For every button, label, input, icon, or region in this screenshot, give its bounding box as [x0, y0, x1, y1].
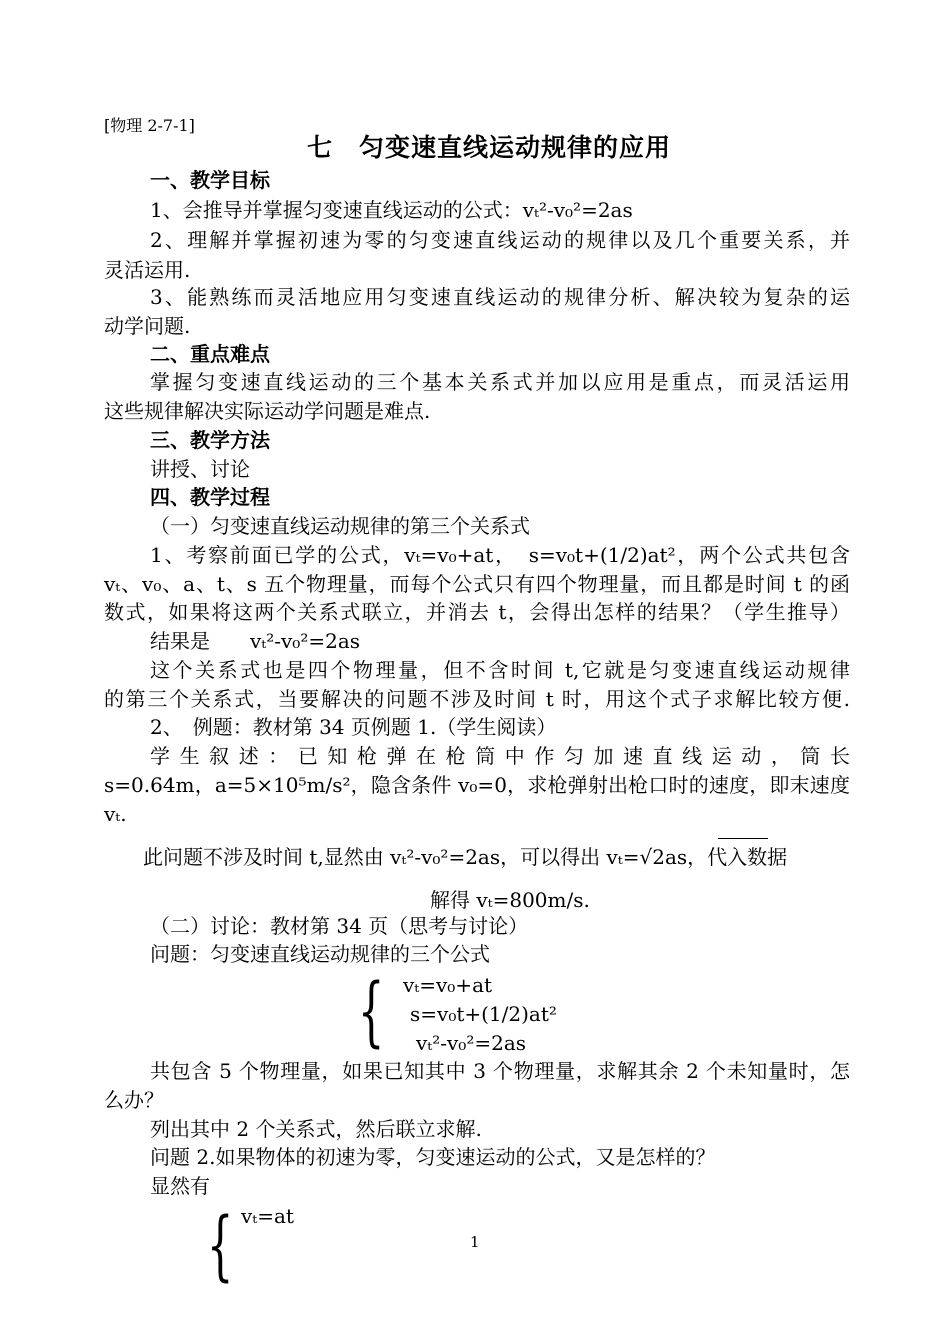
formula-brace: {	[357, 966, 385, 1055]
objective-1: 1、会推导并掌握匀变速直线运动的公式：vₜ²-v₀²=2as	[150, 198, 633, 222]
objective-3-line-2: 动学问题.	[104, 314, 191, 338]
process-line-5: 的第三个关系式，当要解决的问题不涉及时间 t 时，用这个式子求解比较方便.	[104, 687, 850, 711]
solution-line-2: 解得 vₜ=800m/s.	[430, 888, 590, 912]
question-1: 问题：匀变速直线运动规律的三个公式	[150, 942, 490, 966]
page-title: 七 匀变速直线运动规律的应用	[307, 133, 672, 162]
sqrt-argument: 2as	[652, 845, 688, 869]
key-points-line-2: 这些规律解决实际运动学问题是难点.	[104, 399, 431, 423]
objective-2-line-1: 2、理解并掌握初速为零的匀变速直线运动的规律以及几个重要关系，并	[150, 228, 850, 252]
result-formula: 结果是 vₜ²-v₀²=2as	[150, 629, 361, 653]
zero-velocity-formula-1: vₜ=at	[241, 1204, 294, 1228]
sqrt-sign: √	[639, 845, 653, 869]
question-2: 问题 2.如果物体的初速为零，匀变速运动的公式，又是怎样的？	[150, 1145, 716, 1169]
section-heading-process: 四、教学过程	[150, 485, 270, 509]
process-line-3: 数式，如果将这两个关系式联立，并消去 t，会得出怎样的结果？（学生推导）	[104, 600, 850, 624]
example-line-2: s=0.64m，a=5×10⁵m/s²，隐含条件 v₀=0，求枪弹射出枪口时的速度，即末速度	[104, 773, 850, 797]
page-number: 1	[470, 1233, 480, 1251]
section-heading-methods: 三、教学方法	[150, 428, 270, 452]
process-line-2: vₜ、v₀、a、t、s 五个物理量，而每个公式只有四个物理量，而且都是时间 t 的函	[104, 572, 850, 596]
process-line-8: 列出其中 2 个关系式，然后联立求解.	[150, 1117, 482, 1141]
document-tag: [物理 2-7-1]	[104, 116, 195, 135]
solution-text-b: ，代入数据	[687, 845, 788, 869]
example-line-3: vₜ.	[104, 802, 127, 826]
formula-1: vₜ=v₀+at	[403, 973, 493, 997]
objective-2-line-2: 灵活运用.	[104, 258, 191, 282]
process-line-9: 显然有	[150, 1174, 210, 1198]
example-heading: 2、 例题：教材第 34 页例题 1.（学生阅读）	[150, 715, 557, 739]
process-line-6: 共包含 5 个物理量，如果已知其中 3 个物理量，求解其余 2 个未知量时，怎	[150, 1059, 850, 1083]
subsection-2-heading: （二）讨论：教材第 34 页（思考与讨论）	[150, 914, 529, 938]
key-points-line-1: 掌握匀变速直线运动的三个基本关系式并加以应用是重点，而灵活运用	[150, 370, 850, 394]
sqrt-overline	[718, 838, 768, 839]
process-line-4: 这个关系式也是四个物理量，但不含时间 t,它就是匀变速直线运动规律	[150, 658, 850, 682]
example-line-1: 学 生 叙 述 ： 已 知 枪 弹 在 枪 筒 中 作 匀 加 速 直 线 运 动 ， 筒 长	[150, 744, 850, 768]
section-heading-objectives: 一、教学目标	[150, 168, 270, 192]
zero-velocity-brace: {	[206, 1200, 234, 1289]
process-line-7: 么办？	[104, 1088, 164, 1112]
solution-text-a: 此问题不涉及时间 t,显然由 vₜ²-v₀²=2as，可以得出 vₜ=	[143, 845, 640, 869]
formula-2: s=v₀t+(1/2)at²	[410, 1002, 557, 1026]
objective-3-line-1: 3、能熟练而灵活地应用匀变速直线运动的规律分析、解决较为复杂的运	[150, 285, 850, 309]
formula-3: vₜ²-v₀²=2as	[416, 1031, 527, 1055]
subsection-1-heading: （一）匀变速直线运动规律的第三个关系式	[150, 514, 530, 538]
process-line-1: 1、考察前面已学的公式，vₜ=v₀+at， s=v₀t+(1/2)at²，两个公式共包含	[150, 543, 850, 567]
section-heading-key-points: 二、重点难点	[150, 342, 270, 366]
solution-line-1	[143, 843, 787, 871]
methods-text: 讲授、讨论	[150, 457, 250, 481]
